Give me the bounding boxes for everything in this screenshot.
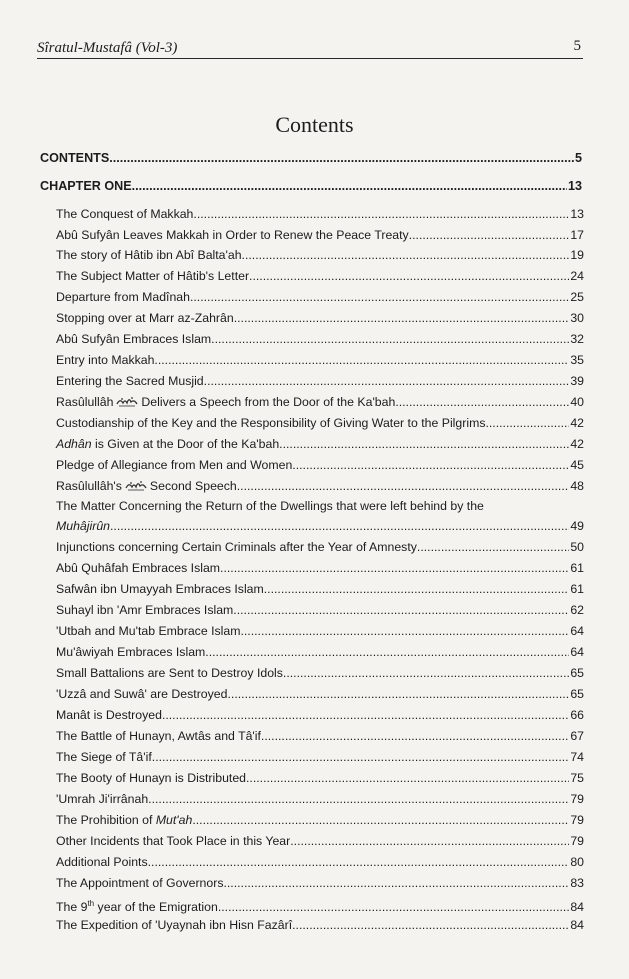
toc-entry[interactable]: Rasûlullâh Delivers a Speech from the Door of the Ka'bah ..... 40 [56, 392, 584, 412]
toc-entry[interactable]: Abû Sufyân Leaves Makkah in Order to Renew the Peace Treaty ..... 17 [56, 225, 584, 245]
toc-entry[interactable]: Custodianship of the Key and the Responsibility of Giving Water to the Pilgrims ..... 42 [56, 413, 584, 433]
toc-entry[interactable]: Pledge of Allegiance from Men and Women ..... 45 [56, 455, 584, 475]
toc-entry[interactable]: The story of Hâtib ibn Abî Balta'ah ..... 19 [56, 245, 584, 265]
toc-entry[interactable]: 'Uzzâ and Suwâ' are Destroyed ..... 65 [56, 684, 584, 704]
page-number: 5 [573, 38, 581, 54]
toc-entry[interactable]: Adhân is Given at the Door of the Ka'bah ..... 42 [56, 434, 584, 454]
toc-entry[interactable]: The Battle of Hunayn, Awtâs and Tâ'if ..... 67 [56, 726, 584, 746]
salutation-calligraphy-icon [116, 396, 138, 407]
toc-entry[interactable]: Small Battalions are Sent to Destroy Idols ..... 65 [56, 663, 584, 683]
toc-entry[interactable]: Entry into Makkah ..... 35 [56, 350, 584, 370]
toc-entry[interactable]: The Conquest of Makkah ..... 13 [56, 204, 584, 224]
toc-entry[interactable]: Injunctions concerning Certain Criminals after the Year of Amnesty ..... 50 [56, 537, 584, 557]
toc-entry[interactable]: 'Umrah Ji'irrânah ..... 79 [56, 789, 584, 809]
toc-entry[interactable]: Safwân ibn Umayyah Embraces Islam ..... 61 [56, 579, 584, 599]
toc-entry[interactable]: 'Utbah and Mu'tab Embrace Islam ..... 64 [56, 621, 584, 641]
toc-entry[interactable]: Other Incidents that Took Place in this Year ..... 79 [56, 831, 584, 851]
toc-entry[interactable]: Mu'âwiyah Embraces Islam ..... 64 [56, 642, 584, 662]
toc-chapter-one-entry[interactable]: CHAPTER ONE ..... 13 [40, 176, 582, 196]
toc-contents-entry[interactable]: CONTENTS ..... 5 [40, 148, 582, 168]
toc-entry[interactable]: Departure from Madînah ..... 25 [56, 287, 584, 307]
toc-entry[interactable]: The Expedition of 'Uyaynah ibn Hisn Fazârî ..... 84 [56, 915, 584, 935]
toc-entry-line1[interactable]: The Matter Concerning the Return of the Dwellings that were left behind by the [56, 499, 484, 513]
toc-entry[interactable]: The 9th year of the Emigration ..... 84 [56, 894, 584, 917]
toc-entry[interactable]: Abû Quhâfah Embraces Islam ..... 61 [56, 558, 584, 578]
toc-entry[interactable]: The Appointment of Governors ..... 83 [56, 873, 584, 893]
toc-entry[interactable]: The Siege of Tâ'if ..... 74 [56, 747, 584, 767]
toc-entry[interactable]: Muhâjirûn ..... 49 [56, 516, 584, 536]
toc-entry[interactable]: Manât is Destroyed ..... 66 [56, 705, 584, 725]
toc-entry[interactable]: Entering the Sacred Musjid ..... 39 [56, 371, 584, 391]
toc-entry[interactable]: The Prohibition of Mut'ah ..... 79 [56, 810, 584, 830]
toc-entry[interactable]: Additional Points ..... 80 [56, 852, 584, 872]
toc-entry[interactable]: Stopping over at Marr az-Zahrân ..... 30 [56, 308, 584, 328]
book-title: Sîratul-Mustafâ (Vol-3) [37, 40, 178, 56]
salutation-calligraphy-icon [125, 480, 147, 491]
toc-entry[interactable]: The Subject Matter of Hâtib's Letter ..... 24 [56, 266, 584, 286]
toc-entry[interactable]: Abû Sufyân Embraces Islam ..... 32 [56, 329, 584, 349]
toc-entry[interactable]: The Booty of Hunayn is Distributed ..... 75 [56, 768, 584, 788]
contents-heading: Contents [275, 112, 354, 137]
toc-entry[interactable]: Suhayl ibn 'Amr Embraces Islam ..... 62 [56, 600, 584, 620]
toc-entry[interactable]: Rasûlullâh's Second Speech ..... 48 [56, 476, 584, 496]
